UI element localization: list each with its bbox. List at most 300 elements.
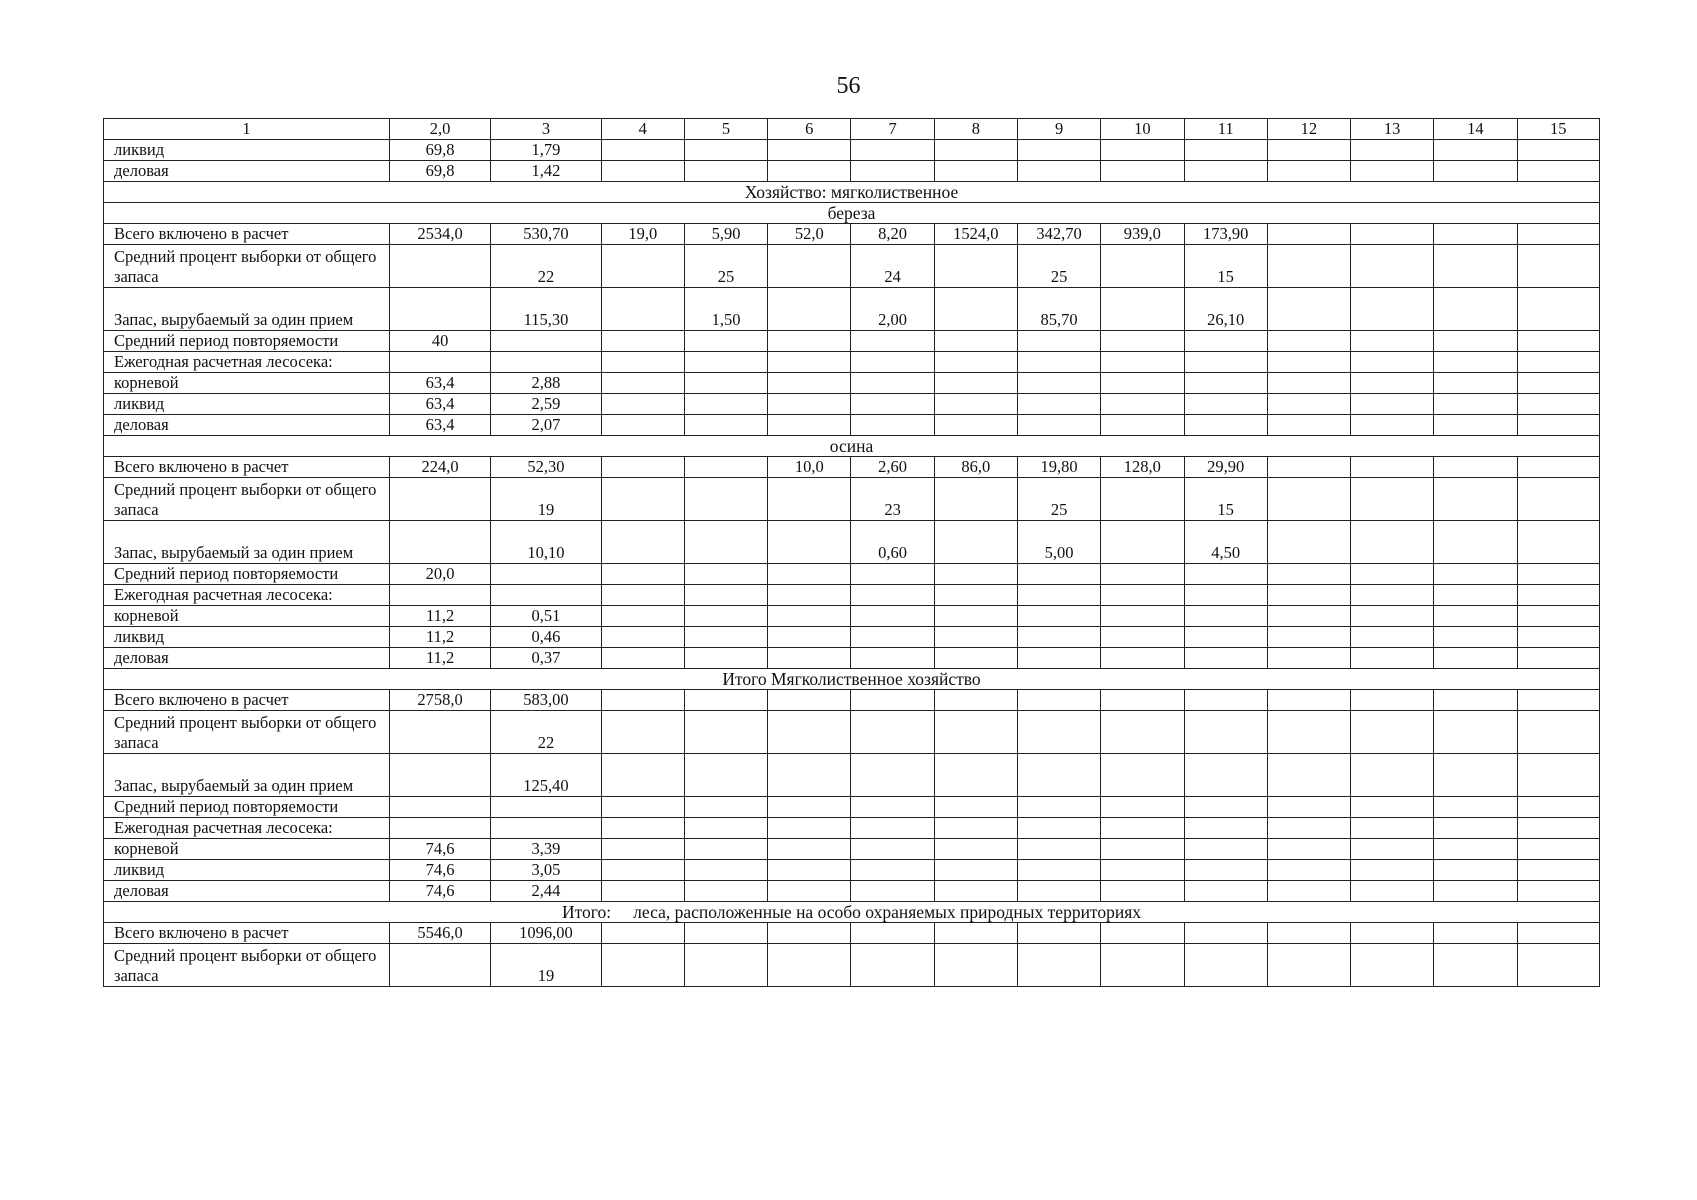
- table-cell: [1267, 690, 1350, 711]
- table-row: [104, 944, 1600, 987]
- table-cell: [1517, 585, 1599, 606]
- table-cell: [601, 754, 684, 797]
- table-cell: [851, 944, 934, 987]
- table-cell: [1351, 140, 1434, 161]
- table-cell: [601, 457, 684, 478]
- table-cell: [1267, 521, 1350, 564]
- row-label: Средний процент выборки от общего запаса: [104, 944, 390, 987]
- table-cell: [1184, 881, 1267, 902]
- table-cell: [851, 923, 934, 944]
- table-cell: [1267, 457, 1350, 478]
- column-header: 1: [104, 119, 390, 140]
- table-cell: 63,4: [389, 394, 490, 415]
- table-cell: 0,37: [491, 648, 601, 669]
- table-cell: [684, 373, 767, 394]
- table-row: [104, 564, 1600, 585]
- table-cell: 19,0: [601, 224, 684, 245]
- table-cell: [1267, 373, 1350, 394]
- table-cell: [1517, 394, 1599, 415]
- table-cell: [491, 352, 601, 373]
- table-cell: [768, 818, 851, 839]
- table-cell: [684, 818, 767, 839]
- table-cell: [1017, 797, 1100, 818]
- table-cell: [684, 140, 767, 161]
- table-cell: 85,70: [1017, 288, 1100, 331]
- table-cell: [1434, 881, 1517, 902]
- table-cell: [1517, 944, 1599, 987]
- table-cell: [934, 373, 1017, 394]
- table-cell: [1351, 606, 1434, 627]
- table-cell: [768, 564, 851, 585]
- table-cell: [1017, 881, 1100, 902]
- table-cell: [1184, 690, 1267, 711]
- table-cell: [1101, 754, 1184, 797]
- table-cell: [1017, 839, 1100, 860]
- table-cell: [851, 352, 934, 373]
- table-row: [104, 711, 1600, 754]
- table-cell: [1101, 690, 1184, 711]
- table-cell: 3,39: [491, 839, 601, 860]
- table-cell: [1434, 140, 1517, 161]
- table-cell: [601, 797, 684, 818]
- column-header: 7: [851, 119, 934, 140]
- table-cell: 15: [1184, 245, 1267, 288]
- table-cell: [1351, 754, 1434, 797]
- table-cell: [1017, 944, 1100, 987]
- table-cell: [1517, 415, 1599, 436]
- table-cell: [1101, 564, 1184, 585]
- table-cell: [851, 818, 934, 839]
- table-cell: [1434, 797, 1517, 818]
- table-cell: [601, 161, 684, 182]
- table-cell: [491, 564, 601, 585]
- table-cell: [768, 478, 851, 521]
- table-row: [104, 754, 1600, 797]
- table-cell: [851, 161, 934, 182]
- table-cell: 63,4: [389, 373, 490, 394]
- table-cell: [1184, 797, 1267, 818]
- table-row: [104, 352, 1600, 373]
- table-row: [104, 331, 1600, 352]
- table-cell: [1351, 245, 1434, 288]
- table-cell: [601, 818, 684, 839]
- table-cell: [1184, 415, 1267, 436]
- table-cell: [1101, 331, 1184, 352]
- table-cell: [1434, 627, 1517, 648]
- table-cell: [1517, 478, 1599, 521]
- table-cell: [934, 754, 1017, 797]
- table-cell: [1267, 711, 1350, 754]
- table-cell: [851, 585, 934, 606]
- table-cell: [851, 140, 934, 161]
- table-cell: 10,0: [768, 457, 851, 478]
- table-cell: [601, 860, 684, 881]
- table-cell: [1267, 415, 1350, 436]
- table-cell: [1434, 224, 1517, 245]
- table-cell: [1101, 711, 1184, 754]
- table-cell: [1101, 140, 1184, 161]
- table-cell: [601, 352, 684, 373]
- table-cell: [768, 606, 851, 627]
- table-cell: [934, 288, 1017, 331]
- table-cell: 26,10: [1184, 288, 1267, 331]
- table-cell: 224,0: [389, 457, 490, 478]
- table-cell: [768, 288, 851, 331]
- table-cell: 5,90: [684, 224, 767, 245]
- table-cell: 63,4: [389, 415, 490, 436]
- table-cell: [1101, 373, 1184, 394]
- section-heading: [104, 436, 1600, 457]
- table-cell: [768, 690, 851, 711]
- table-cell: [1517, 521, 1599, 564]
- table-row: [104, 606, 1600, 627]
- table-cell: [1101, 161, 1184, 182]
- table-cell: 15: [1184, 478, 1267, 521]
- table-cell: [1267, 944, 1350, 987]
- table-cell: [1434, 711, 1517, 754]
- table-cell: [601, 839, 684, 860]
- table-cell: [934, 690, 1017, 711]
- table-cell: [1434, 161, 1517, 182]
- table-cell: [1434, 415, 1517, 436]
- table-cell: 23: [851, 478, 934, 521]
- table-cell: [491, 797, 601, 818]
- table-cell: [1267, 394, 1350, 415]
- table-cell: [1351, 373, 1434, 394]
- table-cell: [389, 754, 490, 797]
- table-cell: [1517, 711, 1599, 754]
- table-cell: [851, 648, 934, 669]
- table-cell: [1267, 224, 1350, 245]
- table-cell: 8,20: [851, 224, 934, 245]
- table-cell: 1,50: [684, 288, 767, 331]
- table-cell: [1434, 245, 1517, 288]
- table-cell: [1351, 394, 1434, 415]
- table-cell: [389, 352, 490, 373]
- table-cell: [1434, 754, 1517, 797]
- table-cell: [851, 711, 934, 754]
- table-row: [104, 224, 1600, 245]
- table-cell: [684, 585, 767, 606]
- table-cell: [1017, 373, 1100, 394]
- table-cell: 22: [491, 711, 601, 754]
- table-row: [104, 690, 1600, 711]
- section-heading: [104, 182, 1600, 203]
- table-cell: [934, 860, 1017, 881]
- table-cell: [1184, 331, 1267, 352]
- table-cell: [1184, 627, 1267, 648]
- table-cell: [1351, 881, 1434, 902]
- table-row: [104, 478, 1600, 521]
- table-cell: [1017, 352, 1100, 373]
- table-cell: 2534,0: [389, 224, 490, 245]
- table-cell: [684, 754, 767, 797]
- table-cell: [684, 839, 767, 860]
- table-cell: [1184, 923, 1267, 944]
- section-row: [104, 182, 1600, 203]
- table-cell: [934, 648, 1017, 669]
- table-cell: [1101, 923, 1184, 944]
- table-cell: [1101, 881, 1184, 902]
- column-header: 5: [684, 119, 767, 140]
- table-cell: [601, 245, 684, 288]
- table-cell: [768, 627, 851, 648]
- table-cell: [851, 606, 934, 627]
- table-cell: [1351, 224, 1434, 245]
- table-cell: [1101, 478, 1184, 521]
- table-cell: [1434, 457, 1517, 478]
- table-cell: [1267, 881, 1350, 902]
- table-cell: [1267, 140, 1350, 161]
- column-header: 15: [1517, 119, 1599, 140]
- table-cell: [934, 881, 1017, 902]
- table-cell: 342,70: [1017, 224, 1100, 245]
- table-row: [104, 648, 1600, 669]
- table-cell: [601, 331, 684, 352]
- table-cell: [1517, 797, 1599, 818]
- column-header: 10: [1101, 119, 1184, 140]
- section-row: [104, 902, 1600, 923]
- table-cell: [389, 944, 490, 987]
- table-cell: [934, 627, 1017, 648]
- table-cell: [768, 797, 851, 818]
- table-cell: [768, 373, 851, 394]
- table-cell: [1434, 860, 1517, 881]
- table-cell: [1434, 839, 1517, 860]
- table-row: [104, 140, 1600, 161]
- row-label: ликвид: [104, 394, 390, 415]
- table-cell: 19: [491, 944, 601, 987]
- table-cell: 11,2: [389, 648, 490, 669]
- table-cell: [1017, 564, 1100, 585]
- table-cell: [684, 606, 767, 627]
- table-cell: [389, 245, 490, 288]
- table-cell: [851, 881, 934, 902]
- table-cell: [1017, 648, 1100, 669]
- table-cell: [1434, 606, 1517, 627]
- table-cell: [934, 839, 1017, 860]
- table-cell: [491, 331, 601, 352]
- table-cell: [1267, 161, 1350, 182]
- column-header: 9: [1017, 119, 1100, 140]
- table-row: [104, 415, 1600, 436]
- table-cell: [684, 331, 767, 352]
- table-body: [104, 119, 1600, 987]
- row-label: Ежегодная расчетная лесосека:: [104, 352, 390, 373]
- table-cell: [934, 711, 1017, 754]
- table-cell: [389, 818, 490, 839]
- table-cell: 2,88: [491, 373, 601, 394]
- table-cell: [768, 648, 851, 669]
- table-cell: [851, 394, 934, 415]
- table-cell: [1101, 394, 1184, 415]
- table-cell: [1517, 606, 1599, 627]
- row-label: Средний период повторяемости: [104, 564, 390, 585]
- row-label: Всего включено в расчет: [104, 923, 390, 944]
- table-cell: [768, 331, 851, 352]
- table-cell: 939,0: [1101, 224, 1184, 245]
- table-cell: [1017, 754, 1100, 797]
- table-cell: 583,00: [491, 690, 601, 711]
- table-cell: [851, 797, 934, 818]
- table-cell: [1434, 394, 1517, 415]
- table-cell: [601, 711, 684, 754]
- table-cell: 1,79: [491, 140, 601, 161]
- table-cell: [1434, 331, 1517, 352]
- table-cell: [684, 394, 767, 415]
- table-cell: [684, 457, 767, 478]
- table-cell: [851, 690, 934, 711]
- table-cell: [1351, 648, 1434, 669]
- table-cell: [684, 564, 767, 585]
- table-cell: [1351, 161, 1434, 182]
- table-cell: [1184, 373, 1267, 394]
- table-cell: [768, 839, 851, 860]
- table-cell: 10,10: [491, 521, 601, 564]
- table-cell: [768, 860, 851, 881]
- table-row: [104, 521, 1600, 564]
- row-label: деловая: [104, 881, 390, 902]
- table-cell: [1184, 818, 1267, 839]
- row-label: Средний период повторяемости: [104, 797, 390, 818]
- table-row: [104, 585, 1600, 606]
- row-label: деловая: [104, 415, 390, 436]
- table-cell: 2,07: [491, 415, 601, 436]
- table-row: [104, 860, 1600, 881]
- table-cell: [1434, 373, 1517, 394]
- section-title: береза: [827, 203, 876, 223]
- table-cell: 20,0: [389, 564, 490, 585]
- table-cell: [1184, 839, 1267, 860]
- table-cell: [1017, 690, 1100, 711]
- table-cell: [1101, 797, 1184, 818]
- table-cell: [934, 352, 1017, 373]
- table-cell: [1351, 711, 1434, 754]
- table-cell: [1517, 690, 1599, 711]
- table-cell: [1517, 224, 1599, 245]
- table-cell: [1267, 648, 1350, 669]
- table-row: [104, 288, 1600, 331]
- table-cell: [768, 711, 851, 754]
- table-cell: [601, 288, 684, 331]
- table-cell: [684, 923, 767, 944]
- section-row: [104, 203, 1600, 224]
- table-row: [104, 161, 1600, 182]
- page-number: 56: [836, 73, 861, 99]
- table-cell: [684, 797, 767, 818]
- table-cell: 74,6: [389, 881, 490, 902]
- table-cell: 40: [389, 331, 490, 352]
- section-heading: [104, 902, 1600, 923]
- table-cell: 1096,00: [491, 923, 601, 944]
- table-cell: [768, 352, 851, 373]
- row-label: Средний процент выборки от общего запаса: [104, 478, 390, 521]
- table-cell: [601, 606, 684, 627]
- table-cell: [1101, 818, 1184, 839]
- table-cell: [1517, 373, 1599, 394]
- table-cell: [684, 352, 767, 373]
- table-cell: [768, 754, 851, 797]
- table-cell: [768, 140, 851, 161]
- table-row: [104, 394, 1600, 415]
- row-label: Запас, вырубаемый за один прием: [104, 521, 390, 564]
- table-cell: [1101, 521, 1184, 564]
- table-cell: 0,60: [851, 521, 934, 564]
- table-cell: [851, 564, 934, 585]
- table-cell: [1517, 839, 1599, 860]
- table-cell: [389, 711, 490, 754]
- table-cell: 128,0: [1101, 457, 1184, 478]
- table-cell: [1351, 288, 1434, 331]
- table-cell: [1267, 478, 1350, 521]
- column-header: 8: [934, 119, 1017, 140]
- forest-harvest-table: [103, 118, 1600, 987]
- table-cell: [684, 711, 767, 754]
- table-cell: 0,51: [491, 606, 601, 627]
- table-cell: [684, 690, 767, 711]
- table-cell: [1517, 457, 1599, 478]
- table-cell: [491, 585, 601, 606]
- table-cell: [851, 860, 934, 881]
- table-cell: [851, 839, 934, 860]
- table-cell: 2,00: [851, 288, 934, 331]
- column-header: 3: [491, 119, 601, 140]
- section-row: [104, 436, 1600, 457]
- table-cell: [1351, 352, 1434, 373]
- table-cell: [1101, 585, 1184, 606]
- row-label: ликвид: [104, 140, 390, 161]
- table-cell: [1267, 797, 1350, 818]
- row-label: корневой: [104, 373, 390, 394]
- table-cell: [1351, 415, 1434, 436]
- table-cell: [1351, 627, 1434, 648]
- table-cell: [1101, 606, 1184, 627]
- table-cell: [1517, 352, 1599, 373]
- table-cell: [1184, 140, 1267, 161]
- column-header: 13: [1351, 119, 1434, 140]
- table-cell: [1101, 648, 1184, 669]
- table-cell: [934, 606, 1017, 627]
- table-cell: [1017, 606, 1100, 627]
- table-cell: [1267, 627, 1350, 648]
- table-cell: [1434, 648, 1517, 669]
- table-cell: [1267, 564, 1350, 585]
- table-cell: [851, 415, 934, 436]
- table-cell: [1351, 797, 1434, 818]
- table-cell: [934, 161, 1017, 182]
- table-cell: [684, 944, 767, 987]
- table-cell: 2,44: [491, 881, 601, 902]
- table-cell: [1434, 352, 1517, 373]
- table-cell: 25: [1017, 478, 1100, 521]
- table-cell: [601, 478, 684, 521]
- table-cell: [851, 331, 934, 352]
- table-cell: [851, 373, 934, 394]
- table-cell: [934, 478, 1017, 521]
- table-cell: [1351, 818, 1434, 839]
- table-cell: [768, 161, 851, 182]
- table-cell: 19: [491, 478, 601, 521]
- table-cell: 2,60: [851, 457, 934, 478]
- row-label: Запас, вырубаемый за один прием: [104, 288, 390, 331]
- table-cell: [1267, 923, 1350, 944]
- table-cell: [1434, 944, 1517, 987]
- table-cell: [1351, 690, 1434, 711]
- table-cell: [1184, 944, 1267, 987]
- column-header: 11: [1184, 119, 1267, 140]
- table-cell: [684, 881, 767, 902]
- table-cell: [1017, 860, 1100, 881]
